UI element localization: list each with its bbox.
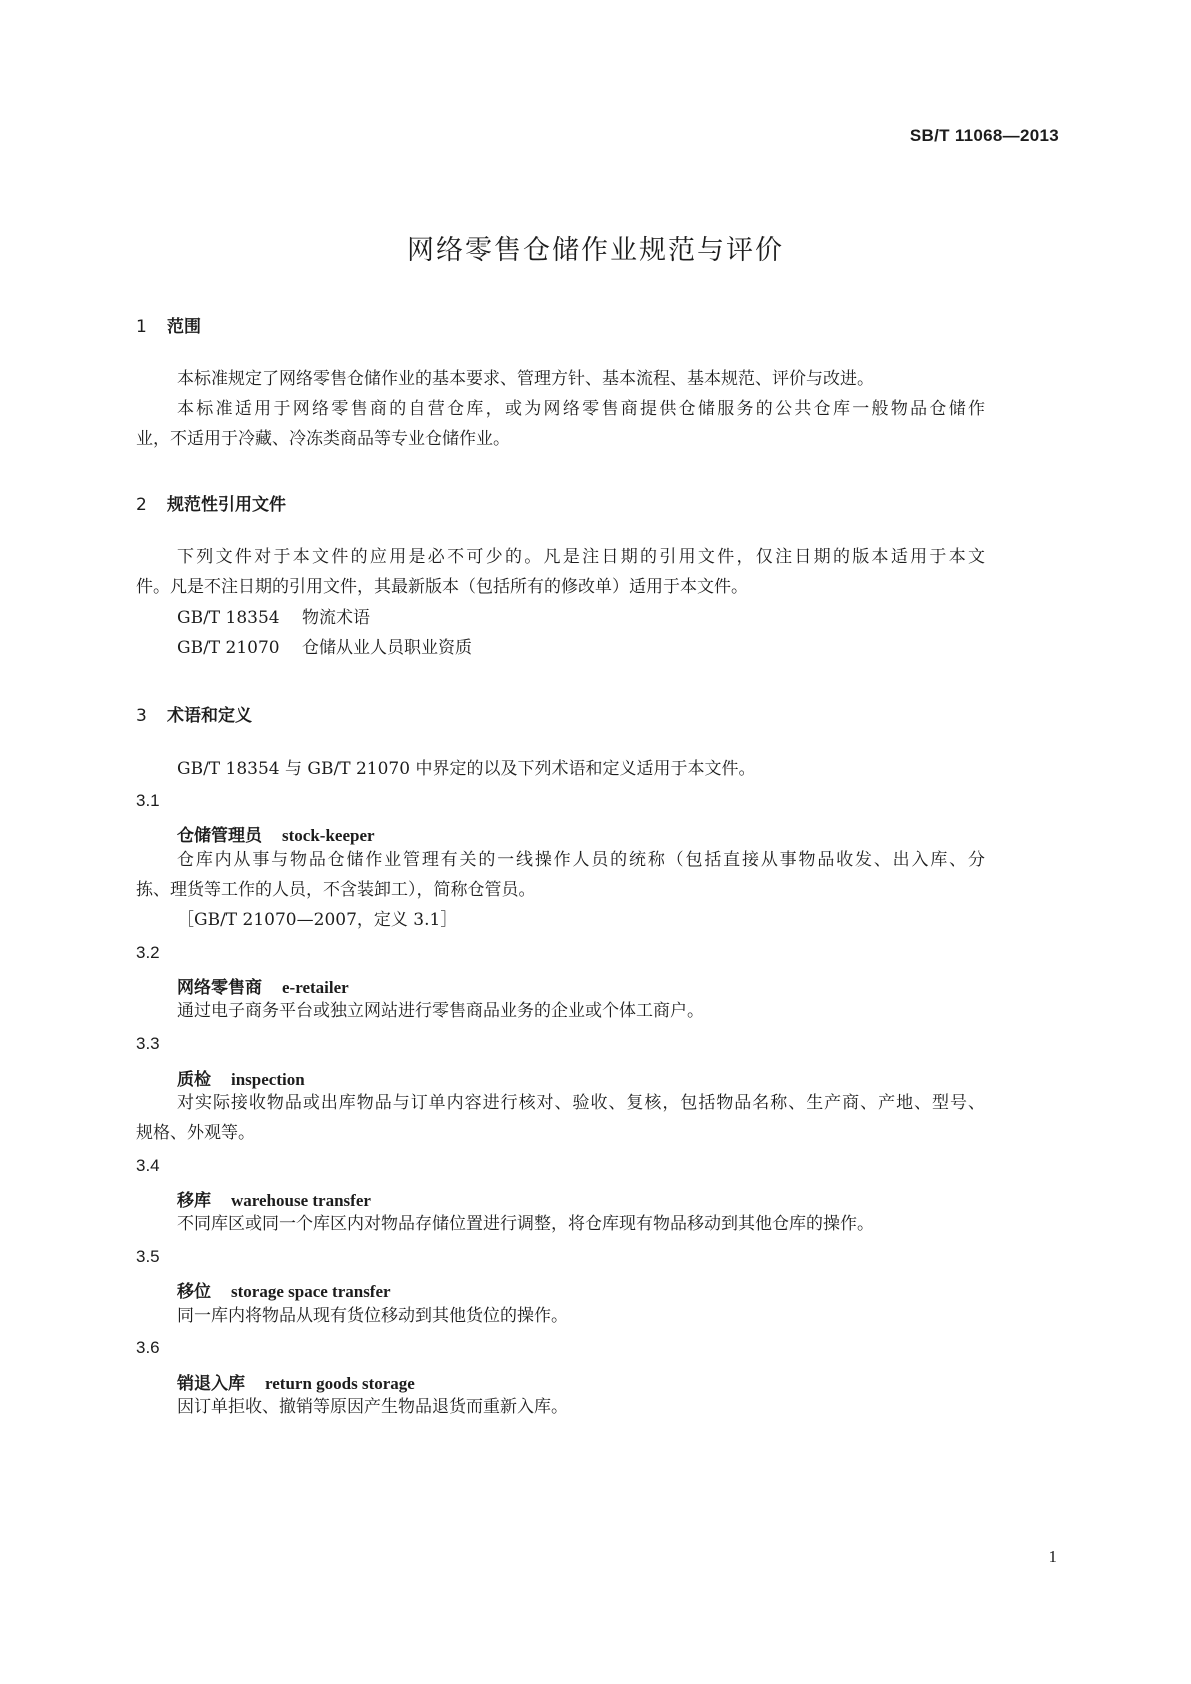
- term-source: ［GB/T 21070—2007，定义 3.1］: [177, 910, 458, 930]
- section-title: 术语和定义: [167, 706, 252, 726]
- section-heading-scope: [136, 312, 201, 337]
- standard-code: SB/T 11068—2013: [909, 126, 1059, 145]
- terms-intro: GB/T 18354 与 GB/T 21070 中界定的以及下列术语和定义适用于本文件。: [177, 759, 756, 779]
- term-zh: 移位: [177, 1282, 211, 1302]
- term-zh: 仓储管理员: [177, 826, 262, 846]
- term-heading: [177, 1065, 305, 1090]
- term-definition-line-1: 仓库内从事与物品仓储作业管理有关的一线操作人员的统称（包括直接从事物品收发、出入库、分: [177, 850, 985, 870]
- term-number: 3.1: [136, 791, 160, 810]
- term-heading: [177, 821, 375, 846]
- reference-name: 物流术语: [302, 608, 370, 628]
- term-heading: [177, 1277, 391, 1302]
- term-definition-line-2: 规格、外观等。: [136, 1123, 255, 1143]
- section-heading-references: [136, 490, 286, 515]
- reference-item: [177, 610, 1097, 627]
- section-title: 规范性引用文件: [167, 495, 286, 515]
- section-number: 3: [136, 706, 147, 726]
- reference-name: 仓储从业人员职业资质: [302, 638, 472, 658]
- document-title: 网络零售仓储作业规范与评价: [407, 235, 784, 266]
- term-en: e-retailer: [282, 978, 349, 997]
- term-definition-line-1: 不同库区或同一个库区内对物品存储位置进行调整，将仓库现有物品移动到其他仓库的操作。: [177, 1214, 874, 1234]
- term-heading: [177, 1186, 371, 1211]
- term-number: 3.5: [136, 1247, 160, 1266]
- term-number: 3.6: [136, 1338, 160, 1357]
- term-definition-line-1: 同一库内将物品从现有货位移动到其他货位的操作。: [177, 1306, 568, 1326]
- term-en: inspection: [231, 1070, 305, 1089]
- reference-code: GB/T 21070: [177, 638, 280, 658]
- term-zh: 移库: [177, 1191, 211, 1211]
- section-title: 范围: [167, 317, 201, 337]
- scope-paragraph-2-line-2: 业，不适用于冷藏、冷冻类商品等专业仓储作业。: [136, 429, 510, 449]
- section-number: 1: [136, 317, 147, 337]
- term-en: warehouse transfer: [231, 1191, 371, 1210]
- scope-paragraph-2-line-1: 本标准适用于网络零售商的自营仓库，或为网络零售商提供仓储服务的公共仓库一般物品仓储作: [177, 399, 985, 419]
- section-heading-terms: [136, 701, 252, 726]
- term-zh: 网络零售商: [177, 978, 262, 998]
- term-en: stock-keeper: [282, 826, 375, 845]
- scope-paragraph-1: 本标准规定了网络零售仓储作业的基本要求、管理方针、基本流程、基本规范、评价与改进。: [177, 369, 874, 389]
- reference-code: GB/T 18354: [177, 608, 280, 628]
- term-zh: 质检: [177, 1070, 211, 1090]
- term-heading: [177, 1369, 415, 1394]
- term-number: 3.4: [136, 1156, 160, 1175]
- term-heading: [177, 973, 349, 998]
- section-number: 2: [136, 495, 147, 515]
- references-intro-line-2: 件。凡是不注日期的引用文件，其最新版本（包括所有的修改单）适用于本文件。: [136, 577, 748, 597]
- term-number: 3.2: [136, 943, 160, 962]
- term-number: 3.3: [136, 1034, 160, 1053]
- page-number: 1: [1048, 1547, 1057, 1566]
- term-definition-line-1: 因订单拒收、撤销等原因产生物品退货而重新入库。: [177, 1397, 568, 1417]
- term-definition-line-1: 通过电子商务平台或独立网站进行零售商品业务的企业或个体工商户。: [177, 1001, 704, 1021]
- term-en: storage space transfer: [231, 1282, 391, 1301]
- reference-item: [177, 640, 1097, 657]
- term-definition-line-1: 对实际接收物品或出库物品与订单内容进行核对、验收、复核，包括物品名称、生产商、产地、型号、: [177, 1093, 985, 1113]
- term-definition-line-2: 拣、理货等工作的人员，不含装卸工），简称仓管员。: [136, 880, 536, 900]
- term-en: return goods storage: [265, 1374, 415, 1393]
- references-intro-line-1: 下列文件对于本文件的应用是必不可少的。凡是注日期的引用文件，仅注日期的版本适用于本文: [177, 547, 985, 567]
- term-zh: 销退入库: [177, 1374, 245, 1394]
